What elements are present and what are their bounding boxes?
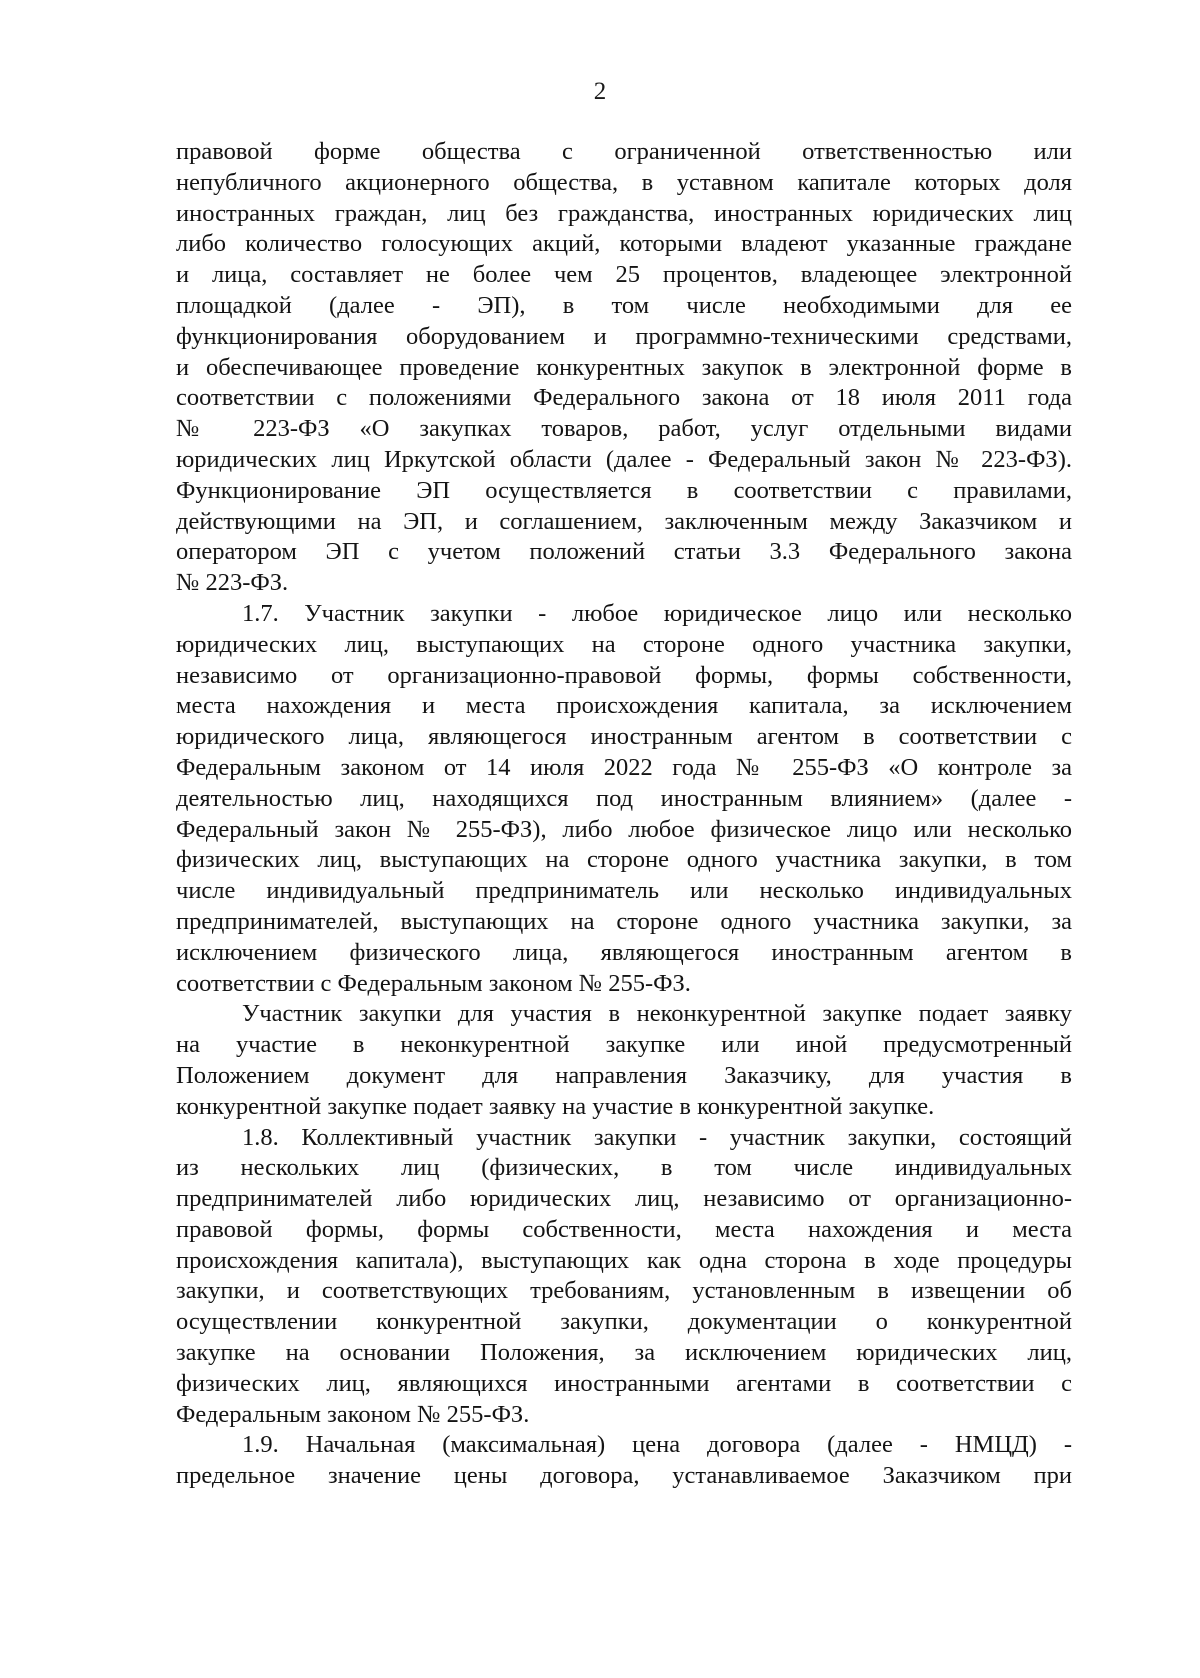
text-line: места нахождения и места происхождения капитала, за исключением — [176, 692, 1072, 720]
text-line: закупке на основании Положения, за исключением юридических лиц, — [176, 1339, 1072, 1367]
text-line: предельное значение цены договора, устанавливаемое Заказчиком при — [176, 1462, 1072, 1490]
text-line: юридических лиц Иркутской области (далее - Федеральный закон № 223-ФЗ). — [176, 445, 1072, 473]
text-line: 1.9. Начальная (максимальная) цена договора (далее - НМЦД) - — [242, 1431, 1072, 1459]
text-line: Функционирование ЭП осуществляется в соответствии с правилами, — [176, 476, 1072, 504]
text-line: 1.7. Участник закупки - любое юридическое лицо или несколько — [242, 599, 1072, 627]
text-line: № 223-ФЗ «О закупках товаров, работ, услуг отдельными видами — [176, 415, 1072, 443]
text-line: юридических лиц, выступающих на стороне одного участника закупки, — [176, 630, 1072, 658]
text-line: Федеральным законом от 14 июля 2022 года № 255-ФЗ «О контроле за — [176, 753, 1072, 781]
text-line: соответствии с положениями Федерального закона от 18 июля 2011 года — [176, 384, 1072, 412]
text-line: на участие в неконкурентной закупке или иной предусмотренный — [176, 1031, 1072, 1059]
text-line: юридического лица, являющегося иностранным агентом в соответствии с — [176, 723, 1072, 751]
text-line: предпринимателей, выступающих на стороне одного участника закупки, за — [176, 907, 1072, 935]
paragraph-continuation — [176, 137, 1072, 599]
text-line: из нескольких лиц (физических, в том числе индивидуальных — [176, 1154, 1072, 1182]
text-line: функционирования оборудованием и программно-техническими средствами, — [176, 322, 1072, 350]
text-line: Участник закупки для участия в неконкурентной закупке подает заявку — [242, 1000, 1072, 1028]
text-line: соответствии с Федеральным законом № 255-ФЗ. — [176, 969, 691, 997]
text-line: Федеральный закон № 255-ФЗ), либо любое физическое лицо или несколько — [176, 815, 1072, 843]
text-line: закупки, и соответствующих требованиям, установленным в извещении об — [176, 1277, 1072, 1305]
text-line: 1.8. Коллективный участник закупки - участник закупки, состоящий — [242, 1123, 1072, 1151]
text-line: правовой формы, формы собственности, места нахождения и места — [176, 1215, 1072, 1243]
text-line: № 223-ФЗ. — [176, 569, 289, 597]
text-line: предпринимателей либо юридических лиц, независимо от организационно- — [176, 1185, 1072, 1213]
paragraph-application — [176, 999, 1072, 1122]
text-line: исключением физического лица, являющегося иностранным агентом в — [176, 938, 1072, 966]
text-line: физических лиц, являющихся иностранными агентами в соответствии с — [176, 1369, 1072, 1397]
text-line: действующими на ЭП, и соглашением, заключенным между Заказчиком и — [176, 507, 1072, 535]
text-line: непубличного акционерного общества, в уставном капитале которых доля — [176, 168, 1072, 196]
page-number: 2 — [593, 78, 607, 105]
text-line: и лица, составляет не более чем 25 процентов, владеющее электронной — [176, 261, 1072, 289]
text-line: и обеспечивающее проведение конкурентных закупок в электронной форме в — [176, 353, 1072, 381]
text-line: физических лиц, выступающих на стороне одного участника закупки, в том — [176, 846, 1072, 874]
text-line: осуществлении конкурентной закупки, документации о конкурентной — [176, 1308, 1072, 1336]
text-line: деятельностью лиц, находящихся под иностранным влиянием» (далее - — [176, 784, 1072, 812]
text-line: независимо от организационно-правовой формы, формы собственности, — [176, 661, 1072, 689]
paragraph-1-9 — [176, 1430, 1072, 1492]
text-line: площадкой (далее - ЭП), в том числе необходимыми для ее — [176, 291, 1072, 319]
text-line: Федеральным законом № 255-ФЗ. — [176, 1400, 530, 1428]
text-line: иностранных граждан, лиц без гражданства, иностранных юридических лиц — [176, 199, 1072, 227]
paragraph-1-8 — [176, 1123, 1072, 1431]
text-line: оператором ЭП с учетом положений статьи 3.3 Федерального закона — [176, 538, 1072, 566]
document-body — [176, 137, 1072, 1492]
paragraph-1-7 — [176, 599, 1072, 999]
text-line: конкурентной закупке подает заявку на участие в конкурентной закупке. — [176, 1092, 935, 1120]
text-line: происхождения капитала), выступающих как одна сторона в ходе процедуры — [176, 1246, 1072, 1274]
text-line: Положением документ для направления Заказчику, для участия в — [176, 1061, 1072, 1089]
text-line: либо количество голосующих акций, которыми владеют указанные граждане — [176, 230, 1072, 258]
text-line: числе индивидуальный предприниматель или несколько индивидуальных — [176, 877, 1072, 905]
text-line: правовой форме общества с ограниченной ответственностью или — [176, 138, 1072, 165]
